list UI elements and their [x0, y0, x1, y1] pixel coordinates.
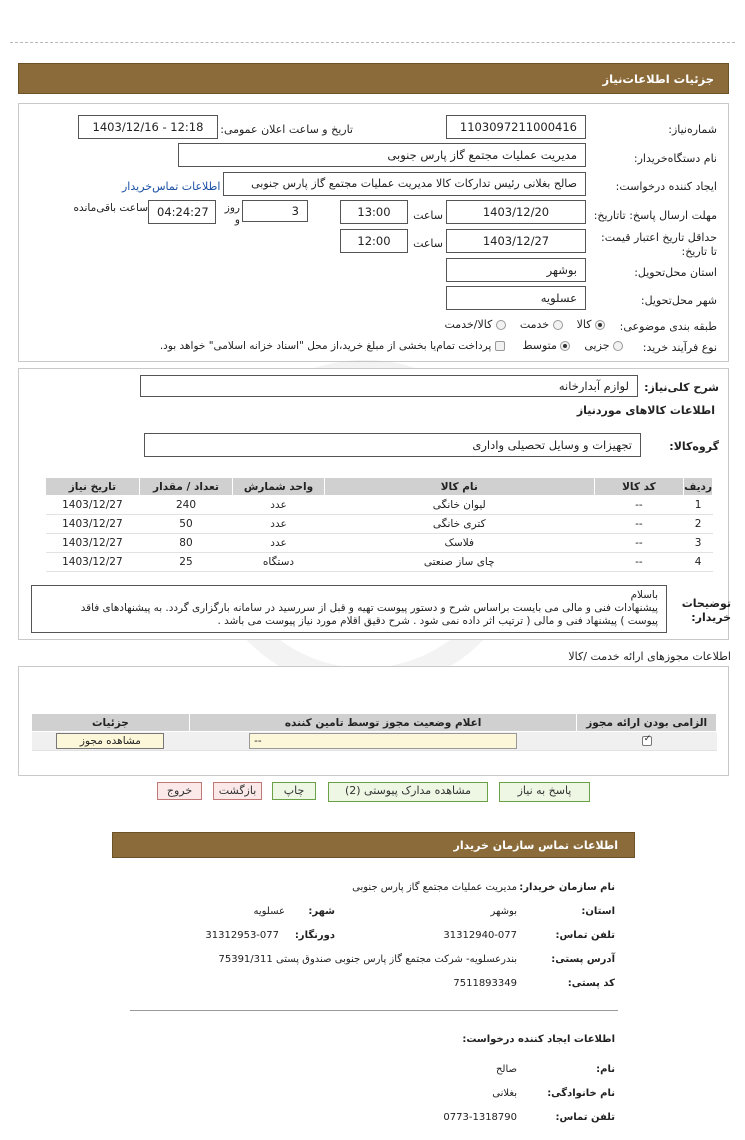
contact-address-label: آدرس پستی: — [551, 954, 615, 965]
table-row — [46, 515, 713, 534]
cell-qty: 50 — [139, 515, 232, 534]
city-field: عسلویه — [446, 286, 586, 310]
required-checkbox[interactable] — [642, 736, 652, 746]
deadline-time-field: 13:00 — [340, 200, 408, 224]
cell-name: چای ساز صنعتی — [324, 553, 594, 572]
radio-icon — [496, 320, 506, 330]
deadline-time-label: ساعت — [413, 209, 443, 222]
permit-row — [32, 732, 717, 751]
cell-qty: 80 — [139, 534, 232, 553]
process-option-medium[interactable]: متوسط — [522, 339, 570, 352]
remaining-time-field: 04:24:27 — [148, 200, 216, 224]
creator-info-title: اطلاعات ایجاد کننده درخواست: — [462, 1034, 615, 1045]
contact-fax: 31312953-077 — [205, 930, 279, 941]
permits-title: اطلاعات مجوزهای ارائه خدمت /کالا — [568, 650, 731, 663]
details-cell — [32, 732, 190, 751]
creator-phone: 0773-1318790 — [443, 1112, 517, 1123]
cell-qty: 240 — [139, 496, 232, 515]
validity-date-field: 1403/12/27 — [446, 229, 586, 253]
back-button[interactable]: بازگشت — [213, 782, 262, 800]
remaining-label: ساعت باقی‌مانده — [73, 202, 148, 214]
category-radio-group — [445, 318, 606, 331]
creator-field: صالح بغلانی رئیس تدارکات کالا مدیریت عملیات مجتمع گاز پارس جنوبی — [223, 172, 586, 196]
treasury-checkbox[interactable] — [495, 339, 505, 352]
col-status: اعلام وضعیت مجوز توسط تامین کننده — [189, 714, 577, 732]
cell-code: -- — [594, 553, 683, 572]
col-row: ردیف — [684, 478, 713, 496]
contact-fax-label: دورنگار: — [294, 930, 335, 941]
group-field: تجهیزات و وسایل تحصیلی واداری — [144, 433, 641, 457]
creator-family-label: نام خانوادگی: — [547, 1088, 615, 1099]
view-permit-button[interactable]: مشاهده مجوز — [56, 733, 164, 749]
creator-name: صالح — [495, 1064, 517, 1075]
category-option-service[interactable]: خدمت — [520, 318, 563, 331]
contact-org-label: نام سازمان خریدار: — [519, 882, 615, 893]
cell-row: 3 — [684, 534, 713, 553]
creator-phone-label: تلفن تماس: — [555, 1112, 615, 1123]
cell-code: -- — [594, 534, 683, 553]
cell-date: 1403/12/27 — [46, 553, 140, 572]
items-table — [45, 477, 713, 572]
creator-name-label: نام: — [596, 1064, 615, 1075]
status-cell — [189, 732, 577, 751]
contact-postal: 7511893349 — [453, 978, 517, 989]
validity-time-field: 12:00 — [340, 229, 408, 253]
cell-row: 2 — [684, 515, 713, 534]
notes-line-1: باسلام — [630, 589, 658, 601]
contact-title: اطلاعات تماس سازمان خریدار — [453, 839, 618, 852]
cell-unit: عدد — [233, 496, 325, 515]
items-table-header — [46, 478, 713, 496]
cell-unit: دستگاه — [233, 553, 325, 572]
notes-label: توضیحات خریدار: — [681, 597, 731, 624]
validity-time-label: ساعت — [413, 237, 443, 250]
required-cell — [577, 732, 717, 751]
category-label: طبقه بندی موضوعی: — [619, 320, 717, 333]
summary-label: شرح کلی‌نیاز: — [644, 381, 719, 394]
contact-phone-label: تلفن تماس: — [555, 930, 615, 941]
cell-code: -- — [594, 515, 683, 534]
cell-date: 1403/12/27 — [46, 515, 140, 534]
deadline-date-field: 1403/12/20 — [446, 200, 586, 224]
top-divider — [10, 42, 735, 43]
need-number-field: 1103097211000416 — [446, 115, 586, 139]
group-label: گروه‌کالا: — [669, 440, 719, 453]
page-header — [18, 63, 729, 94]
province-field: بوشهر — [446, 258, 586, 282]
days-field: 3 — [242, 200, 308, 222]
cell-row: 1 — [684, 496, 713, 515]
city-label: شهر محل‌تحویل: — [640, 294, 717, 307]
cell-date: 1403/12/27 — [46, 534, 140, 553]
col-date: تاریخ نیاز — [46, 478, 140, 496]
permits-table-header — [32, 714, 717, 732]
cell-name: لیوان خانگی — [324, 496, 594, 515]
contact-province: بوشهر — [490, 906, 517, 917]
notes-box — [31, 585, 667, 633]
table-row — [46, 496, 713, 515]
need-number-label: شماره‌نیاز: — [668, 123, 717, 136]
cell-name: فلاسک — [324, 534, 594, 553]
permit-status-field[interactable]: -- — [249, 733, 517, 749]
category-option-goods-service[interactable]: کالا/خدمت — [445, 318, 506, 331]
col-code: کد کالا — [594, 478, 683, 496]
goods-info-title: اطلاعات کالاهای موردنیاز — [576, 404, 715, 417]
radio-selected-icon — [595, 320, 605, 330]
notes-line-2: پیشنهادات فنی و مالی می بایست براساس شرح و دستور پیوست تهیه و قبل از سررسید در سامانه بارگزاری گردد. به پیشنهادهای فاقد — [80, 602, 658, 614]
notes-line-3: پیوست ) پیشنهاد فنی و مالی ( ترتیب اثر داده نمی شود . شرح دقیق اقلام مورد نیاز پیوست می باشد . — [217, 615, 658, 627]
checkmark-icon: ✓ — [643, 734, 652, 744]
page-title: جزئیات اطلاعات‌نیاز — [602, 72, 714, 86]
province-label: استان محل‌تحویل: — [634, 266, 717, 279]
cell-code: -- — [594, 496, 683, 515]
contact-province-label: استان: — [581, 906, 615, 917]
contact-address: بندرعسلویه- شرکت مجتمع گاز پارس جنوبی صندوق پستی 75391/311 — [218, 954, 517, 965]
announce-value: 1403/12/16 - 12:18 — [92, 120, 204, 134]
col-qty: تعداد / مقدار — [139, 478, 232, 496]
creator-family: بغلانی — [492, 1088, 517, 1099]
summary-field: لوازم آبدارخانه — [140, 375, 638, 397]
reply-button[interactable]: پاسخ به نیاز — [499, 782, 590, 802]
contact-postal-label: کد پستی: — [567, 978, 615, 989]
deadline-label: مهلت ارسال پاسخ: تاتاریخ: — [593, 209, 717, 222]
radio-icon — [613, 341, 623, 351]
col-required: الزامی بودن ارائه مجوز — [577, 714, 717, 732]
treasury-note: پرداخت تمام‌یا بخشی از مبلغ خرید،از محل "اسناد خزانه اسلامی" خواهد بود. — [159, 340, 492, 352]
radio-selected-icon — [560, 341, 570, 351]
buyer-org-label: نام دستگاه‌خریدار: — [633, 152, 717, 165]
contact-city: عسلویه — [253, 906, 285, 917]
buyer-contact-link[interactable]: اطلاعات تماس‌خریدار — [122, 180, 221, 193]
col-details: جزئیات — [32, 714, 190, 732]
announce-label: تاریخ و ساعت اعلان عمومی: — [220, 123, 353, 136]
validity-label: حداقل تاریخ اعتبار قیمت: تا تاریخ: — [601, 231, 717, 258]
cell-qty: 25 — [139, 553, 232, 572]
creator-label: ایجاد کننده درخواست: — [615, 180, 717, 193]
category-option-goods[interactable]: کالا — [577, 318, 605, 331]
col-name: نام کالا — [324, 478, 594, 496]
checkbox-icon — [495, 341, 505, 351]
table-row — [46, 534, 713, 553]
cell-name: کتری خانگی — [324, 515, 594, 534]
col-unit: واحد شمارش — [233, 478, 325, 496]
permits-table — [31, 713, 717, 751]
process-label: نوع فرآیند خرید: — [642, 341, 717, 354]
print-button[interactable]: چاپ — [272, 782, 316, 800]
contact-phone: 31312940-077 — [443, 930, 517, 941]
process-radio-group — [160, 339, 623, 352]
table-row — [46, 553, 713, 572]
contact-org: مدیریت عملیات مجتمع گاز پارس جنوبی — [352, 882, 517, 893]
process-option-minor[interactable]: جزیی — [584, 339, 623, 352]
cell-date: 1403/12/27 — [46, 496, 140, 515]
exit-button[interactable]: خروج — [157, 782, 202, 800]
buyer-org-field: مدیریت عملیات مجتمع گاز پارس جنوبی — [178, 143, 586, 167]
announce-field — [78, 115, 218, 139]
contact-divider — [130, 1010, 618, 1011]
contact-header — [112, 832, 635, 858]
radio-icon — [553, 320, 563, 330]
contact-city-label: شهر: — [308, 906, 335, 917]
days-label: روز و — [224, 202, 240, 226]
cell-unit: عدد — [233, 515, 325, 534]
cell-unit: عدد — [233, 534, 325, 553]
cell-row: 4 — [684, 553, 713, 572]
view-attachments-button[interactable]: مشاهده مدارک پیوستی (2) — [328, 782, 488, 802]
